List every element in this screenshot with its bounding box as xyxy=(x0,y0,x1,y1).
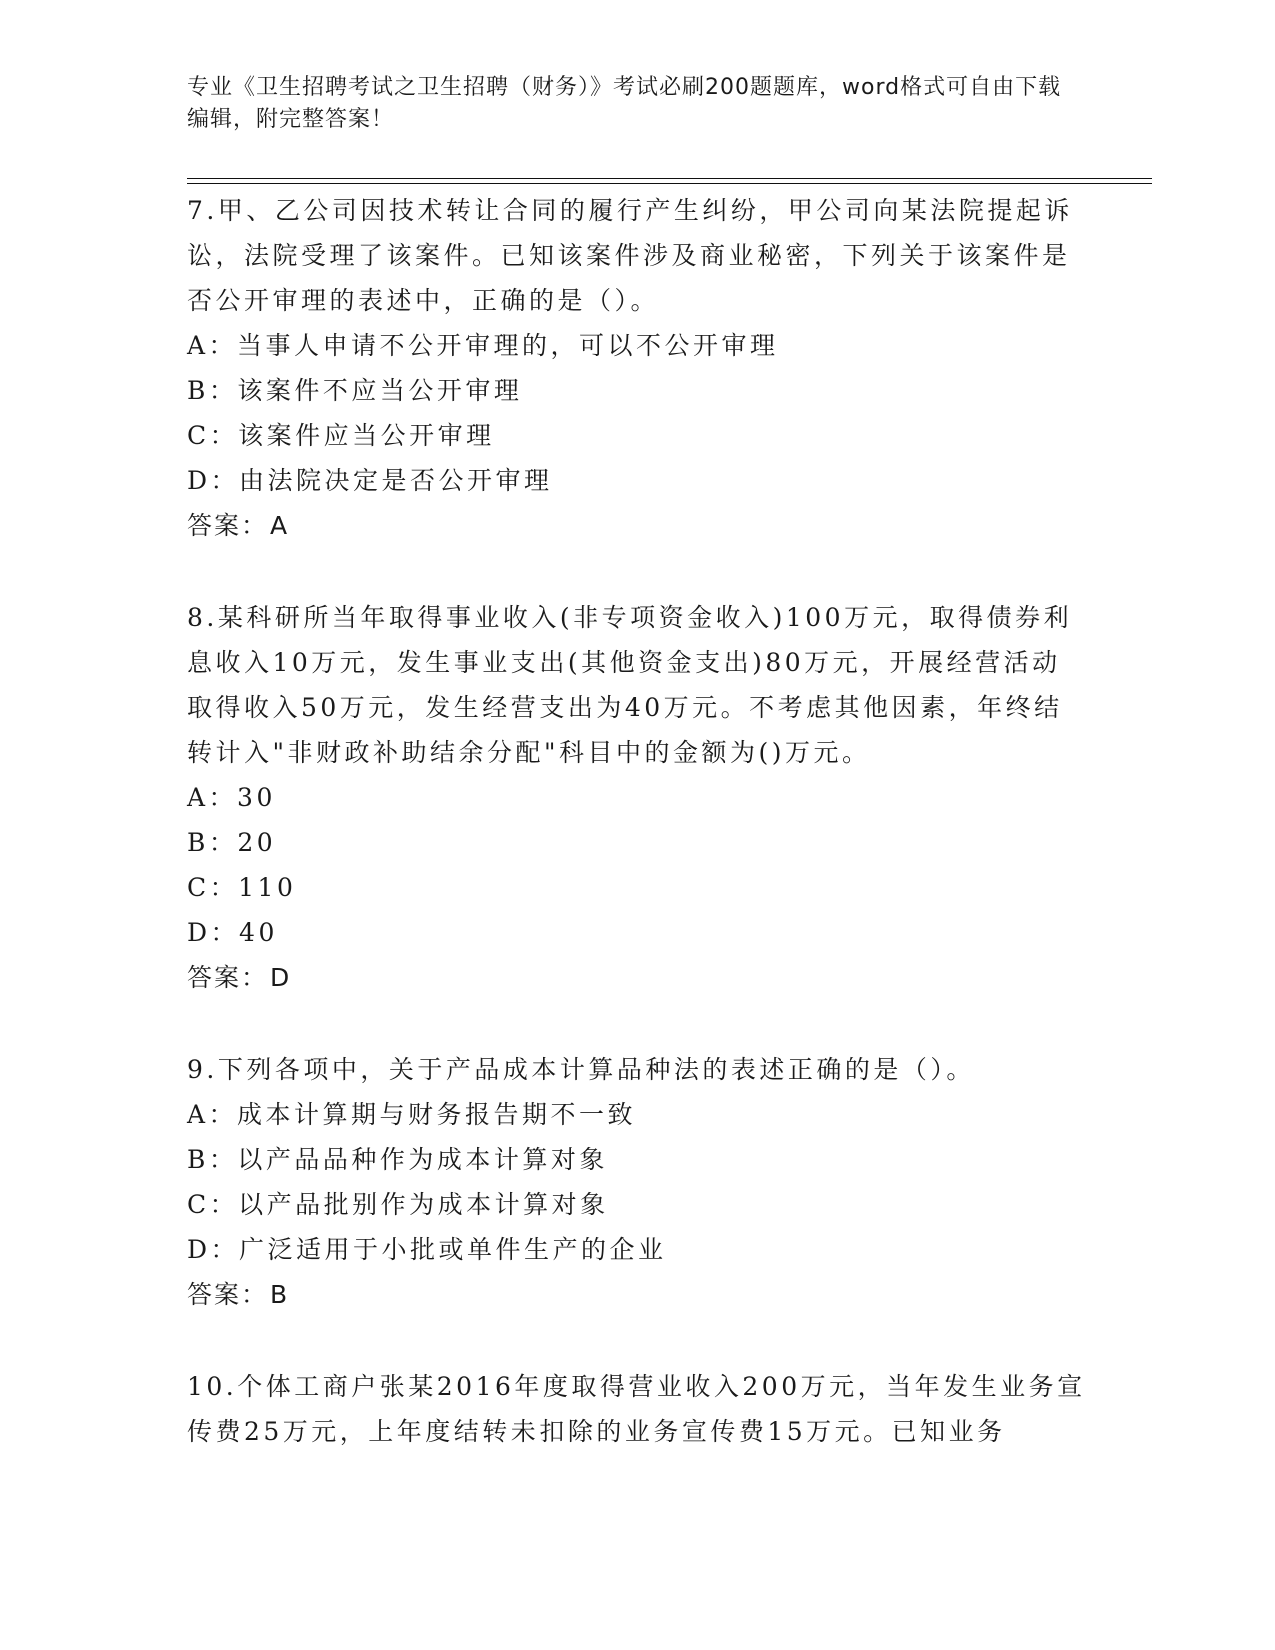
option-b: B：以产品品种作为成本计算对象 xyxy=(187,1145,608,1174)
question-stem: 7.甲、乙公司因技术转让合同的履行产生纠纷，甲公司向某法院提起诉讼，法院受理了该案件。已知该案件涉及商业秘密，下列关于该案件是否公开审理的表述中，正确的是（）。 xyxy=(187,196,1073,315)
question-9 xyxy=(187,1047,1087,1317)
question-8 xyxy=(187,595,1087,1000)
question-stem: 8.某科研所当年取得事业收入(非专项资金收入)100万元，取得债券利息收入10万元，发生事业支出(其他资金支出)80万元，开展经营活动取得收入50万元，发生经营支出为40万元。不考虑其他因素，年终结转计入"非财政补助结余分配"科目中的金额为()万元。 xyxy=(187,603,1073,767)
answer-label: 答案： xyxy=(187,963,269,992)
question-stem: 10.个体工商户张某2016年度取得营业收入200万元，当年发生业务宣传费25万元，上年度结转未扣除的业务宣传费15万元。已知业务 xyxy=(187,1372,1086,1446)
option-c: C：110 xyxy=(187,873,297,902)
document-header: 专业《卫生招聘考试之卫生招聘（财务）》考试必刷200题题库，word格式可自由下载编辑，附完整答案！ xyxy=(187,75,1062,132)
option-b: B：该案件不应当公开审理 xyxy=(187,376,523,405)
option-c: C：以产品批别作为成本计算对象 xyxy=(187,1190,609,1219)
answer-value: B xyxy=(270,1280,290,1309)
answer-line xyxy=(187,955,1087,1000)
option-b: B：20 xyxy=(187,828,277,857)
header-divider-top xyxy=(187,178,1152,179)
header-divider-bottom xyxy=(187,183,1152,184)
answer-line xyxy=(187,503,1087,548)
question-7 xyxy=(187,188,1087,548)
option-c: C：该案件应当公开审理 xyxy=(187,421,495,450)
question-10 xyxy=(187,1364,1087,1454)
option-d: D：由法院决定是否公开审理 xyxy=(187,466,553,495)
option-a: A：成本计算期与财务报告期不一致 xyxy=(187,1100,637,1129)
question-stem: 9.下列各项中，关于产品成本计算品种法的表述正确的是（）。 xyxy=(187,1055,975,1084)
answer-line xyxy=(187,1272,1087,1317)
answer-label: 答案： xyxy=(187,511,269,540)
option-d: D：广泛适用于小批或单件生产的企业 xyxy=(187,1235,667,1264)
answer-value: D xyxy=(270,963,292,992)
option-a: A：30 xyxy=(187,783,276,812)
answer-value: A xyxy=(270,511,290,540)
option-a: A：当事人申请不公开审理的，可以不公开审理 xyxy=(187,331,779,360)
question-list xyxy=(187,188,1087,1501)
answer-label: 答案： xyxy=(187,1280,269,1309)
option-d: D：40 xyxy=(187,918,278,947)
